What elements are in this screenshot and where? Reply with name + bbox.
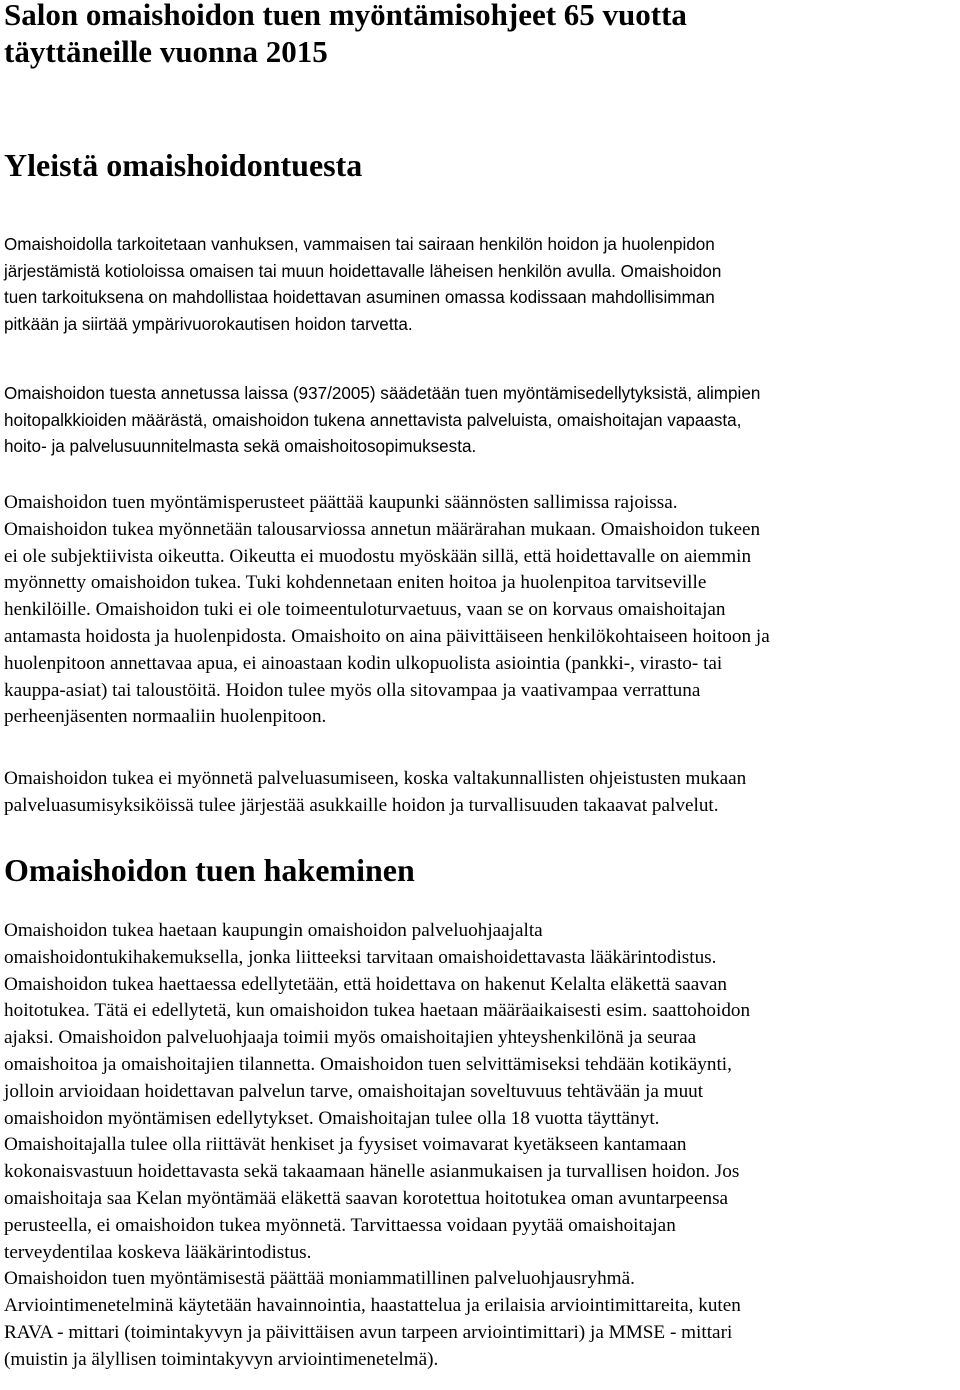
text-line: omaishoidontukihakemuksella, jonka liitteeksi tarvitaan omaishoidettavasta lääkärintodistus. bbox=[4, 946, 717, 968]
text-line: omaishoidon myöntämisen edellytykset. Omaishoitajan tulee olla 18 vuotta täyttänyt. bbox=[4, 1107, 660, 1129]
text-line: Omaishoitajalla tulee olla riittävät henkiset ja fyysiset voimavarat kyetäkseen kantamaan bbox=[4, 1134, 687, 1156]
text-line: hoitopalkkioiden määrästä, omaishoidon tukena annettavista palveluista, omaishoitajan vapaasta, bbox=[4, 410, 742, 430]
text-line: Omaishoidon tukea haetaan kaupungin omaishoidon palveluohjaajalta bbox=[4, 920, 543, 941]
text-line: ajaksi. Omaishoidon palveluohjaaja toimii myös omaishoitajien yhteyshenkilönä ja seuraa bbox=[4, 1027, 697, 1049]
text-line: huolenpitoon annettavaa apua, ei ainoastaan kodin ulkopuolista asiointia (pankki-, virasto- tai bbox=[4, 652, 723, 674]
text-line: pitkään ja siirtää ympärivuorokautisen hoidon tarvetta. bbox=[4, 314, 413, 334]
text-line: tuen tarkoituksena on mahdollistaa hoidettavan asuminen omassa kodissaan mahdollisimman bbox=[4, 288, 715, 307]
title-line-1: Salon omaishoidon tuen myöntämisohjeet 65 vuotta bbox=[4, 0, 687, 32]
page-title bbox=[0, 0, 904, 70]
text-line: Arviointimenetelminä käytetään havainnointia, haastattelua ja erilaisia arviointimittareita, kuten bbox=[4, 1295, 741, 1317]
text-line: terveydentilaa koskeva lääkärintodistus. bbox=[4, 1241, 312, 1263]
section-heading-applying: Omaishoidon tuen hakeminen bbox=[4, 852, 415, 888]
text-line: perusteella, ei omaishoidon tukea myönnetä. Tarvittaessa voidaan pyytää omaishoitajan bbox=[4, 1214, 676, 1236]
text-line: Omaishoidon tukea myönnetään talousarviossa annetun määrärahan mukaan. Omaishoidon tukeen bbox=[4, 518, 761, 540]
title-line-2: täyttäneille vuonna 2015 bbox=[4, 34, 328, 69]
text-line: järjestämistä kotioloissa omaisen tai muun hoidettavalle läheisen henkilön avulla. Omaishoidon bbox=[4, 261, 722, 281]
text-line: Omaishoidon tuen myöntämisestä päättää moniammatillinen palveluohjausryhmä. bbox=[4, 1268, 635, 1290]
paragraph-service-housing bbox=[0, 766, 958, 820]
text-line: kokonaisvastuun hoidettavasta sekä takaamaan hänelle asianmukaisen ja turvallisen hoidon. Jos bbox=[4, 1161, 740, 1183]
text-line: myönnetty omaishoidon tukea. Tuki kohdennetaan eniten hoitoa ja huolenpitoa tarvitseville bbox=[4, 572, 707, 594]
text-line: Omaishoidon tuen myöntämisperusteet päättää kaupunki säännösten sallimissa rajoissa. bbox=[4, 492, 678, 513]
text-line: Omaishoidolla tarkoitetaan vanhuksen, vammaisen tai sairaan henkilön hoidon ja huolenpidon bbox=[4, 235, 715, 254]
text-line: antamasta hoidosta ja huolenpidosta. Omaishoito on aina päivittäiseen henkilökohtaiseen hoitoon ja bbox=[4, 625, 770, 647]
paragraph-definition bbox=[0, 232, 958, 338]
text-line: jolloin arvioidaan hoidettavan palvelun tarve, omaishoitajan soveltuvuus tehtävään ja muut bbox=[4, 1080, 704, 1102]
section-heading-general: Yleistä omaishoidontuesta bbox=[4, 147, 363, 183]
text-line: hoitotukea. Tätä ei edellytetä, kun omaishoidon tukea haetaan määräaikaisesti esim. saattohoidon bbox=[4, 1000, 751, 1022]
text-line: omaishoitoa ja omaishoitajien tilannetta. Omaishoidon tuen selvittämiseksi tehdään kotikäynti, bbox=[4, 1053, 732, 1075]
text-line: (muistin ja älyllisen toimintakyvyn arviointimenetelmä). bbox=[4, 1348, 439, 1370]
text-line: hoito- ja palvelusuunnitelmasta sekä omaishoitosopimuksesta. bbox=[4, 437, 477, 456]
text-line: palveluasumisyksiköissä tulee järjestää asukkaille hoidon ja turvallisuuden takaavat palvelut. bbox=[4, 794, 719, 816]
text-line: Omaishoidon tukea haettaessa edellytetään, että hoidettava on hakenut Kelalta eläkettä saavan bbox=[4, 973, 727, 995]
paragraph-applying bbox=[0, 918, 958, 1374]
paragraph-criteria bbox=[0, 490, 958, 731]
text-line: Omaishoidon tuesta annetussa laissa (937/2005) säädetään tuen myöntämisedellytyksistä, alimpien bbox=[4, 384, 761, 403]
text-line: kauppa-asiat) tai taloustöitä. Hoidon tulee myös olla sitovampaa ja vaativampaa verrattuna bbox=[4, 679, 701, 701]
text-line: RAVA - mittari (toimintakyvyn ja päivittäisen avun tarpeen arviointimittari) ja MMSE - mittari bbox=[4, 1321, 733, 1343]
text-line: henkilöille. Omaishoidon tuki ei ole toimeentuloturvaetuus, vaan se on korvaus omaishoitajan bbox=[4, 599, 726, 621]
text-line: perheenjäsenten normaaliin huolenpitoon. bbox=[4, 706, 327, 728]
paragraph-law bbox=[0, 381, 958, 461]
text-line: Omaishoidon tukea ei myönnetä palveluasumiseen, koska valtakunnallisten ohjeistusten mukaan bbox=[4, 768, 747, 789]
text-line: omaishoitaja saa Kelan myöntämää eläkettä saavan korotettua hoitotukea oman avuntarpeensa bbox=[4, 1187, 729, 1209]
text-line: ei ole subjektiivista oikeutta. Oikeutta ei muodostu myöskään sillä, että hoidettavalle on aiemmin bbox=[4, 545, 752, 567]
